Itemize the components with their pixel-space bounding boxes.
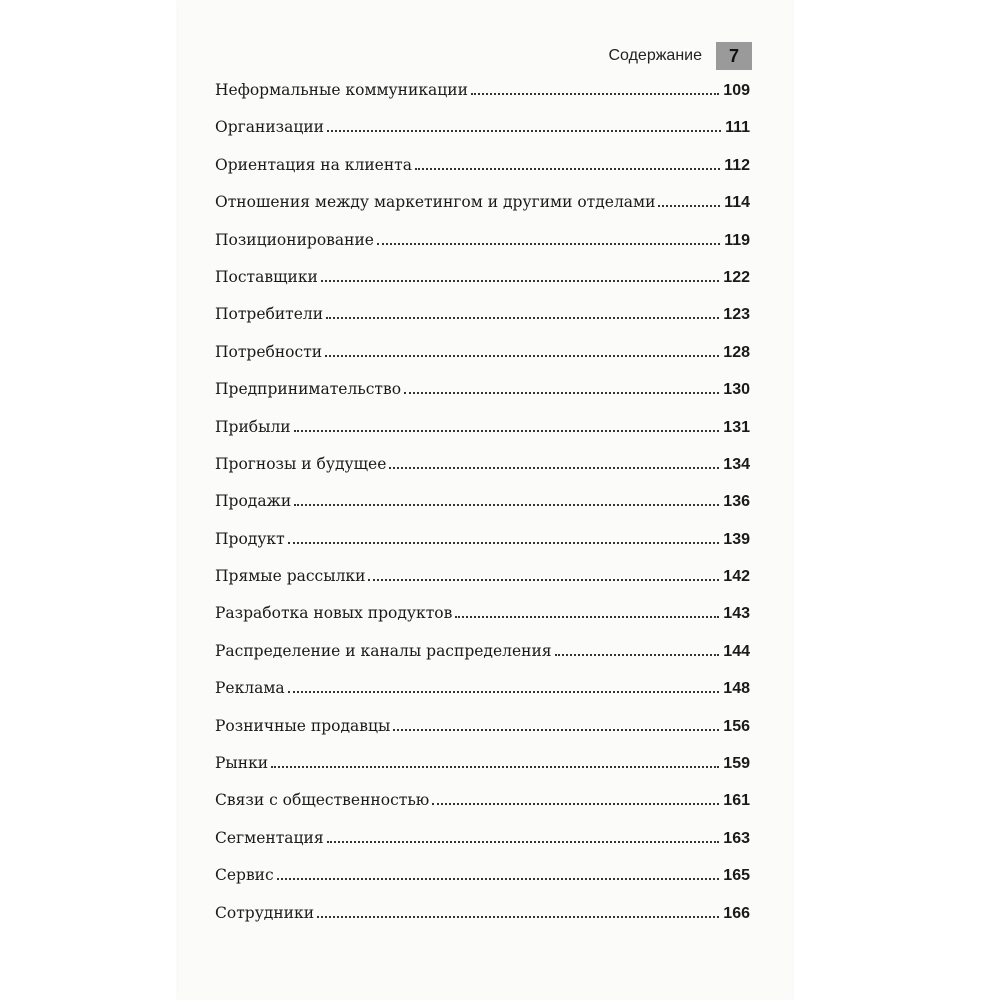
toc-entry [215, 296, 750, 333]
toc-entry-title: Разработка новых продуктов [215, 604, 453, 623]
dot-leader [326, 317, 719, 319]
toc-entry [215, 72, 750, 109]
dot-leader [368, 579, 719, 581]
toc-entry-title: Позиционирование [215, 230, 374, 249]
toc-entry-title: Поставщики [215, 267, 318, 286]
toc-entry-page: 148 [723, 680, 750, 698]
toc-entry-title: Распределение и каналы распределения [215, 641, 552, 660]
toc-entry-title: Организации [215, 118, 324, 137]
toc-entry-page: 111 [725, 119, 750, 137]
dot-leader [277, 878, 720, 880]
dot-leader [327, 130, 721, 132]
toc-entry-page: 159 [723, 755, 750, 773]
dot-leader [321, 280, 719, 282]
dot-leader [288, 691, 720, 693]
toc-entry [215, 633, 750, 670]
toc-entry-title: Сотрудники [215, 903, 315, 922]
dot-leader [471, 93, 719, 95]
toc-entry [215, 222, 750, 259]
dot-leader [658, 205, 720, 207]
toc-entry [215, 409, 750, 446]
toc-entry [215, 782, 750, 819]
dot-leader [325, 355, 719, 357]
toc-entry-page: 128 [723, 343, 750, 361]
page-number: 7 [716, 42, 752, 70]
dot-leader [288, 542, 720, 544]
toc-entry-page: 122 [723, 268, 750, 286]
toc-entry-title: Прогнозы и будущее [215, 454, 387, 473]
toc-entry-title: Прибыли [215, 417, 291, 436]
toc-entry-title: Сегментация [215, 828, 324, 847]
toc-entry [215, 521, 750, 558]
running-header [608, 42, 752, 70]
toc-entry-title: Отношения между маркетингом и другими отделами [215, 193, 656, 212]
toc-entry-title: Потребители [215, 305, 324, 324]
toc-entry [215, 595, 750, 632]
toc-entry-page: 134 [723, 455, 750, 473]
toc-entry [215, 334, 750, 371]
toc-entry-page: 109 [723, 82, 750, 99]
toc-entry-page: 163 [723, 829, 750, 847]
toc-entry-title: Рынки [215, 754, 269, 773]
dot-leader [327, 841, 720, 843]
dot-leader [377, 243, 720, 245]
toc-entry [215, 259, 750, 296]
dot-leader [555, 654, 720, 656]
dot-leader [389, 467, 719, 469]
header-title: Содержание [608, 47, 702, 64]
toc-entry-page: 161 [723, 792, 750, 810]
toc-entry-title: Предпринимательство [215, 380, 402, 399]
toc-entry-title: Прямые рассылки [215, 567, 366, 586]
toc-entry-title: Ориентация на клиента [215, 155, 412, 174]
toc-entry [215, 483, 750, 520]
toc-entry-page: 166 [723, 904, 750, 922]
toc-entry-title: Реклама [215, 679, 285, 698]
table-of-contents [215, 72, 750, 932]
toc-entry [215, 745, 750, 782]
toc-entry-page: 114 [724, 194, 750, 212]
toc-entry-title: Розничные продавцы [215, 716, 391, 735]
toc-entry-title: Неформальные коммуникации [215, 81, 468, 99]
book-page [178, 0, 792, 1000]
toc-entry-page: 139 [723, 530, 750, 548]
toc-entry [215, 820, 750, 857]
dot-leader [271, 766, 719, 768]
toc-entry [215, 558, 750, 595]
toc-entry [215, 708, 750, 745]
toc-entry-page: 130 [723, 381, 750, 399]
dot-leader [317, 916, 719, 918]
toc-entry-page: 119 [724, 231, 750, 249]
toc-entry [215, 109, 750, 146]
toc-entry-page: 142 [723, 568, 750, 586]
dot-leader [393, 729, 719, 731]
dot-leader [294, 504, 719, 506]
toc-entry [215, 184, 750, 221]
toc-entry-page: 131 [723, 418, 750, 436]
toc-entry-page: 123 [723, 306, 750, 324]
toc-entry-page: 143 [723, 605, 750, 623]
toc-entry-page: 112 [724, 156, 750, 174]
dot-leader [432, 803, 719, 805]
toc-entry-page: 136 [723, 493, 750, 511]
toc-entry-title: Продукт [215, 529, 285, 548]
dot-leader [455, 616, 719, 618]
toc-entry-title: Связи с общественностью [215, 791, 430, 810]
toc-entry-page: 156 [723, 717, 750, 735]
dot-leader [294, 430, 720, 432]
dot-leader [404, 392, 719, 394]
toc-entry-page: 144 [723, 642, 750, 660]
toc-entry-page: 165 [723, 867, 750, 885]
dot-leader [415, 168, 720, 170]
toc-entry [215, 895, 750, 932]
toc-entry [215, 147, 750, 184]
toc-entry [215, 670, 750, 707]
toc-entry [215, 371, 750, 408]
toc-entry-title: Сервис [215, 866, 274, 885]
toc-entry-title: Потребности [215, 342, 323, 361]
toc-entry [215, 446, 750, 483]
toc-entry [215, 857, 750, 894]
toc-entry-title: Продажи [215, 492, 292, 511]
